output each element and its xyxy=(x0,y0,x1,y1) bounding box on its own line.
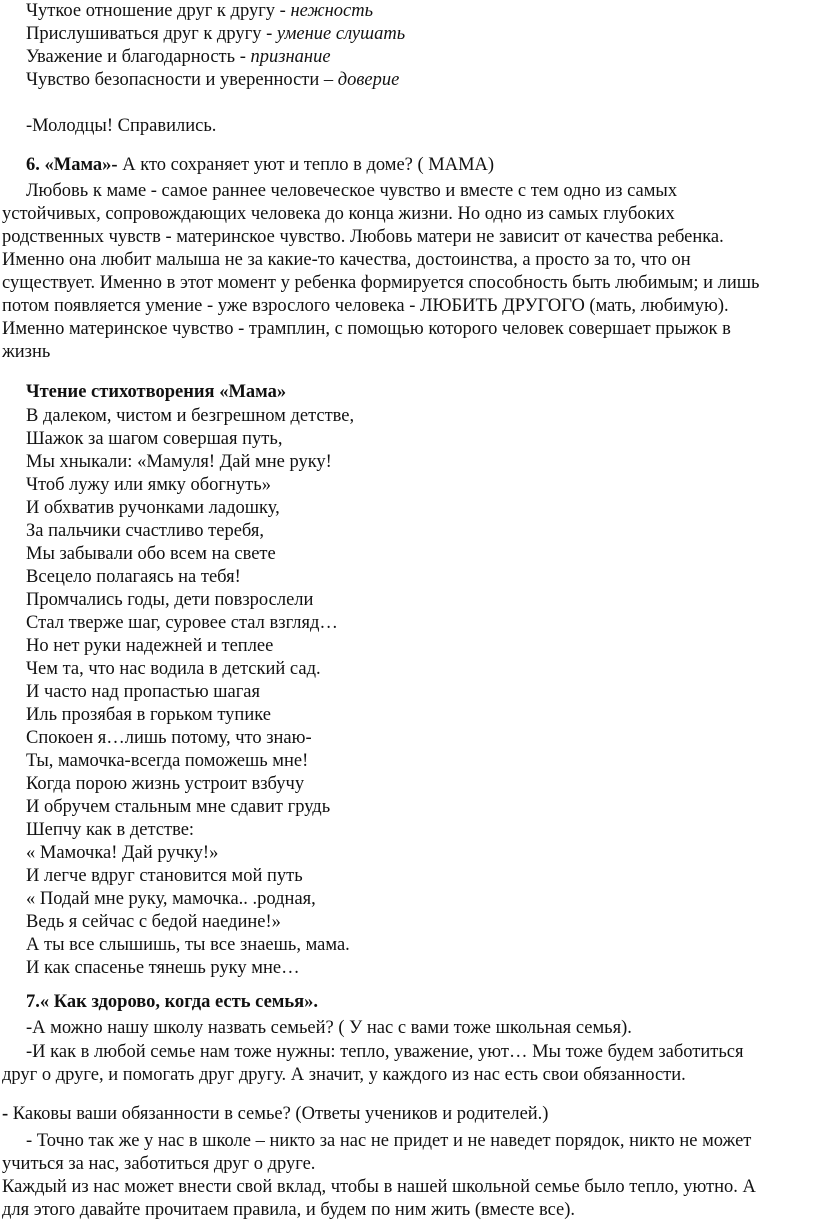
paragraph-line: для этого давайте прочитаем правила, и будем по ним жить (вместе все). xyxy=(2,1200,576,1220)
paragraph-line: - Точно так же у нас в школе – никто за нас не придет и не наведет порядок, никто не может xyxy=(26,1131,752,1151)
value-line xyxy=(26,23,405,46)
poem-line: Промчались годы, дети повзрослели xyxy=(26,590,314,610)
paragraph-line: Именно материнское чувство - трамплин, с помощью которого человек совершает прыжок в xyxy=(2,319,731,339)
value-term: признание xyxy=(250,47,331,67)
value-line xyxy=(26,69,399,92)
poem-line: Ты, мамочка-всегда поможешь мне! xyxy=(26,751,309,771)
paragraph-line: -И как в любой семье нам тоже нужны: тепло, уважение, уют… Мы тоже будем заботиться xyxy=(26,1042,744,1062)
section7-heading xyxy=(26,991,318,1014)
poem-line: Шажок за шагом совершая путь, xyxy=(26,429,283,449)
value-term: доверие xyxy=(337,70,400,90)
value-prefix: Прислушиваться друг к другу - xyxy=(26,24,277,44)
poem-line: И как спасенье тянешь руку мне… xyxy=(26,958,300,978)
paragraph-line: учиться за нас, заботиться друг о друге. xyxy=(2,1154,316,1174)
poem-line: Иль прозябая в горьком тупике xyxy=(26,705,271,725)
poem-line: Шепчу как в детстве: xyxy=(26,820,195,840)
poem-line: И обручем стальным мне сдавит грудь xyxy=(26,797,331,817)
paragraph-line xyxy=(2,1103,548,1126)
poem-line: Но нет руки надежней и теплее xyxy=(26,636,274,656)
paragraph-line: Именно она любит малыша не за какие-то качества, достоинства, а просто за то, что он xyxy=(2,250,691,270)
value-line xyxy=(26,46,331,69)
section6-question: А кто сохраняет уют и тепло в доме? ( МАМА) xyxy=(117,155,495,175)
poem-title xyxy=(26,381,286,404)
paragraph-line: друг о друге, и помогать друг другу. А значит, у каждого из нас есть свои обязанности. xyxy=(2,1065,686,1085)
poem-line: Стал тверже шаг, суровее стал взгляд… xyxy=(26,613,338,633)
poem-title-text: Чтение стихотворения «Мама» xyxy=(26,382,287,402)
poem-line: Всецело полагаясь на тебя! xyxy=(26,567,241,587)
poem-line: Спокоен я…лишь потому, что знаю- xyxy=(26,728,312,748)
poem-line: Чтоб лужу или ямку обогнуть» xyxy=(26,475,271,495)
question-text: Каковы ваши обязанности в семье? (Ответы учеников и родителей.) xyxy=(8,1104,549,1124)
paragraph-line: существует. Именно в этот момент у ребенка формируется способность быть любимым; и лишь xyxy=(2,273,760,293)
poem-line: В далеком, чистом и безгрешном детстве, xyxy=(26,406,355,426)
section6-heading xyxy=(26,154,494,177)
poem-line: И часто над пропастью шагая xyxy=(26,682,261,702)
poem-line: И легче вдруг становится мой путь xyxy=(26,866,303,886)
value-term: умение слушать xyxy=(276,24,406,44)
poem-line: И обхватив ручонками ладошку, xyxy=(26,498,280,518)
paragraph-line: жизнь xyxy=(2,342,51,362)
paragraph-line: устойчивых, сопровождающих человека до конца жизни. Но одно из самых глубоких xyxy=(2,204,675,224)
paragraph-line: -А можно нашу школу назвать семьей? ( У нас с вами тоже школьная семья). xyxy=(26,1018,632,1038)
poem-line: Ведь я сейчас с бедой наедине!» xyxy=(26,912,281,932)
paragraph-line: Каждый из нас может внести свой вклад, чтобы в нашей школьной семье было тепло, уютно. А xyxy=(2,1177,756,1197)
paragraph-line: Любовь к маме - самое раннее человеческое чувство и вместе с тем одно из самых xyxy=(26,181,678,201)
value-line xyxy=(26,0,373,23)
dash: - xyxy=(2,1104,9,1124)
value-prefix: Чуткое отношение друг к другу - xyxy=(26,1,291,21)
poem-line: Мы забывали обо всем на свете xyxy=(26,544,276,564)
paragraph-line: родственных чувств - материнское чувство. Любовь матери не зависит от качества ребенка. xyxy=(2,227,724,247)
value-prefix: Уважение и благодарность - xyxy=(26,47,251,67)
poem-line: Когда порою жизнь устроит взбучу xyxy=(26,774,305,794)
poem-line: За пальчики счастливо теребя, xyxy=(26,521,265,541)
section7-title: 7.« Как здорово, когда есть семья». xyxy=(26,992,319,1012)
praise-text: -Молодцы! Справились. xyxy=(26,116,217,136)
paragraph-line: потом появляется умение - уже взрослого человека - ЛЮБИТЬ ДРУГОГО (мать, любимую). xyxy=(2,296,729,316)
poem-line: А ты все слышишь, ты все знаешь, мама. xyxy=(26,935,350,955)
poem-line: Чем та, что нас водила в детский сад. xyxy=(26,659,321,679)
poem-line: « Мамочка! Дай ручку!» xyxy=(26,843,219,863)
poem-line: Мы хныкали: «Мамуля! Дай мне руку! xyxy=(26,452,332,472)
value-prefix: Чувство безопасности и уверенности – xyxy=(26,70,338,90)
poem-line: « Подай мне руку, мамочка.. .родная, xyxy=(26,889,316,909)
value-term: нежность xyxy=(290,1,374,21)
section6-title: 6. «Мама»- xyxy=(26,155,118,175)
